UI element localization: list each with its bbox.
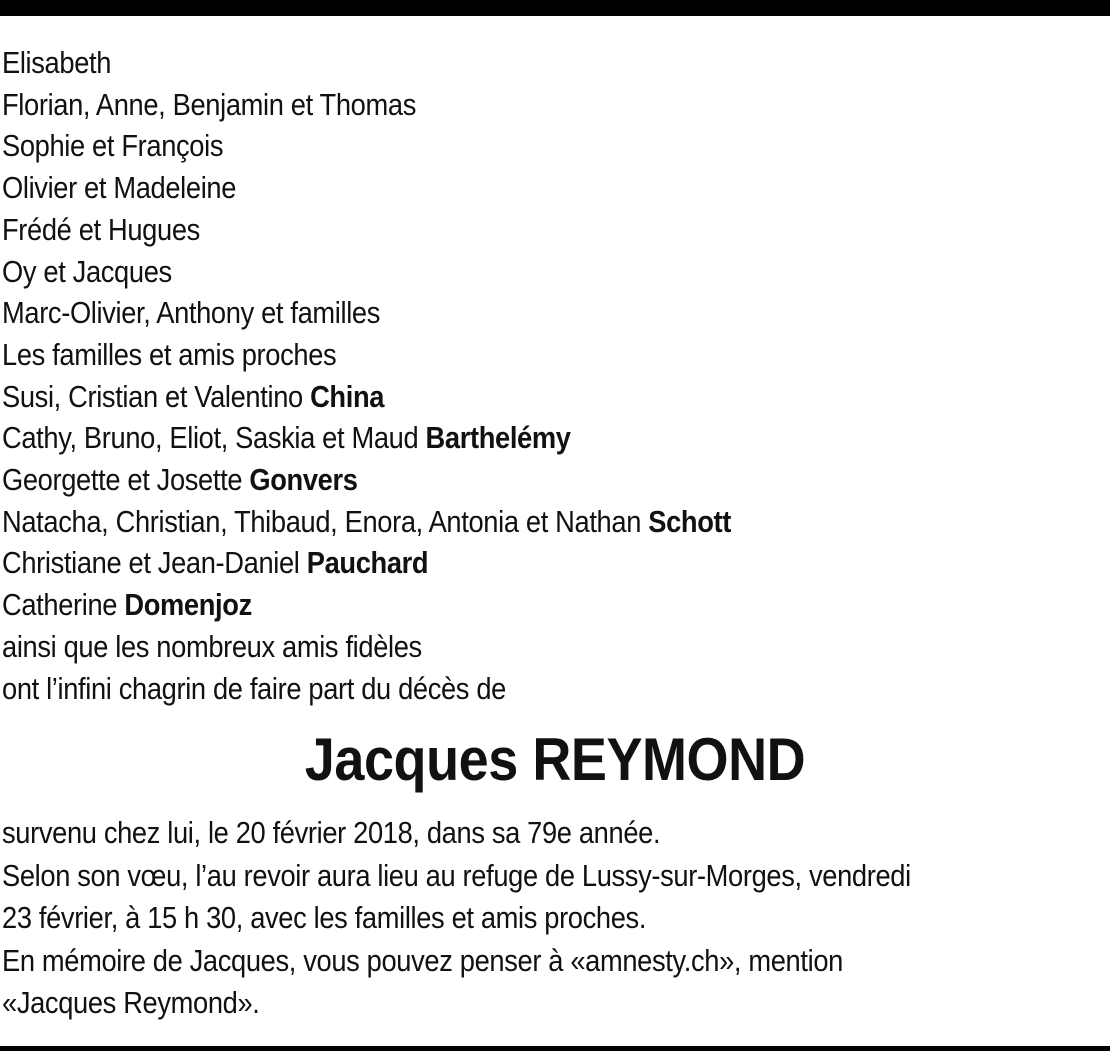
detail-line: 23 février, à 15 h 30, avec les familles et amis proches. — [2, 900, 647, 935]
mourner-given-names: Les familles et amis proches — [2, 336, 337, 372]
mourner-line — [2, 417, 970, 459]
detail-line: En mémoire de Jacques, vous pouvez penser à «amnesty.ch», mention — [2, 942, 843, 978]
mourner-line — [2, 376, 970, 418]
mourner-line — [2, 459, 970, 501]
deceased-name-heading — [0, 722, 1110, 798]
deceased-name: Jacques REYMOND — [304, 726, 806, 793]
mourner-given-names: Susi, Cristian et Valentino — [2, 378, 311, 414]
mourner-line — [2, 167, 970, 209]
mourner-line — [2, 292, 970, 334]
mourner-line — [2, 42, 970, 84]
mourner-given-names: Elisabeth — [2, 45, 112, 80]
announcement-details — [2, 812, 1102, 1025]
mourner-line — [2, 334, 970, 376]
mourners-list — [2, 42, 970, 709]
mourner-line — [2, 251, 970, 293]
mourner-line — [2, 501, 970, 543]
mourner-given-names: Sophie et François — [2, 128, 224, 164]
mourner-given-names: Oy et Jacques — [2, 253, 172, 289]
mourner-given-names: Frédé et Hugues — [2, 211, 200, 247]
mourner-given-names: Olivier et Madeleine — [2, 170, 237, 206]
mourner-surname: Domenjoz — [124, 587, 252, 623]
mourner-line — [2, 668, 970, 710]
mourner-given-names: ainsi que les nombreux amis fidèles — [2, 628, 422, 664]
mourner-surname: Schott — [648, 503, 731, 539]
detail-line: Selon son vœu, l’au revoir aura lieu au refuge de Lussy-sur-Morges, vendredi — [2, 857, 911, 893]
mourner-line — [2, 584, 970, 626]
mourner-given-names: Catherine — [2, 587, 125, 623]
mourner-given-names: Marc-Olivier, Anthony et familles — [2, 295, 381, 331]
mourner-given-names: ont l’infini chagrin de faire part du décès de — [2, 670, 506, 706]
top-border-rule — [0, 0, 1110, 16]
mourner-surname: Pauchard — [306, 545, 429, 581]
mourner-line — [2, 209, 970, 251]
mourner-line — [2, 84, 970, 126]
mourner-given-names: Cathy, Bruno, Eliot, Saskia et Maud — [2, 420, 426, 456]
mourner-surname: Barthelémy — [425, 420, 571, 456]
detail-line: «Jacques Reymond». — [2, 985, 260, 1020]
detail-line: survenu chez lui, le 20 février 2018, dans sa 79e année. — [2, 815, 661, 850]
mourner-given-names: Christiane et Jean-Daniel — [2, 545, 307, 581]
mourner-given-names: Natacha, Christian, Thibaud, Enora, Antonia et Nathan — [2, 503, 649, 539]
mourner-line — [2, 125, 970, 167]
mourner-given-names: Georgette et Josette — [2, 462, 250, 498]
mourner-surname: Gonvers — [249, 462, 358, 498]
mourner-line — [2, 626, 970, 668]
mourner-line — [2, 542, 970, 584]
mourner-given-names: Florian, Anne, Benjamin et Thomas — [2, 86, 416, 122]
bottom-border-rule — [0, 1046, 1110, 1051]
mourner-surname: China — [310, 378, 385, 414]
